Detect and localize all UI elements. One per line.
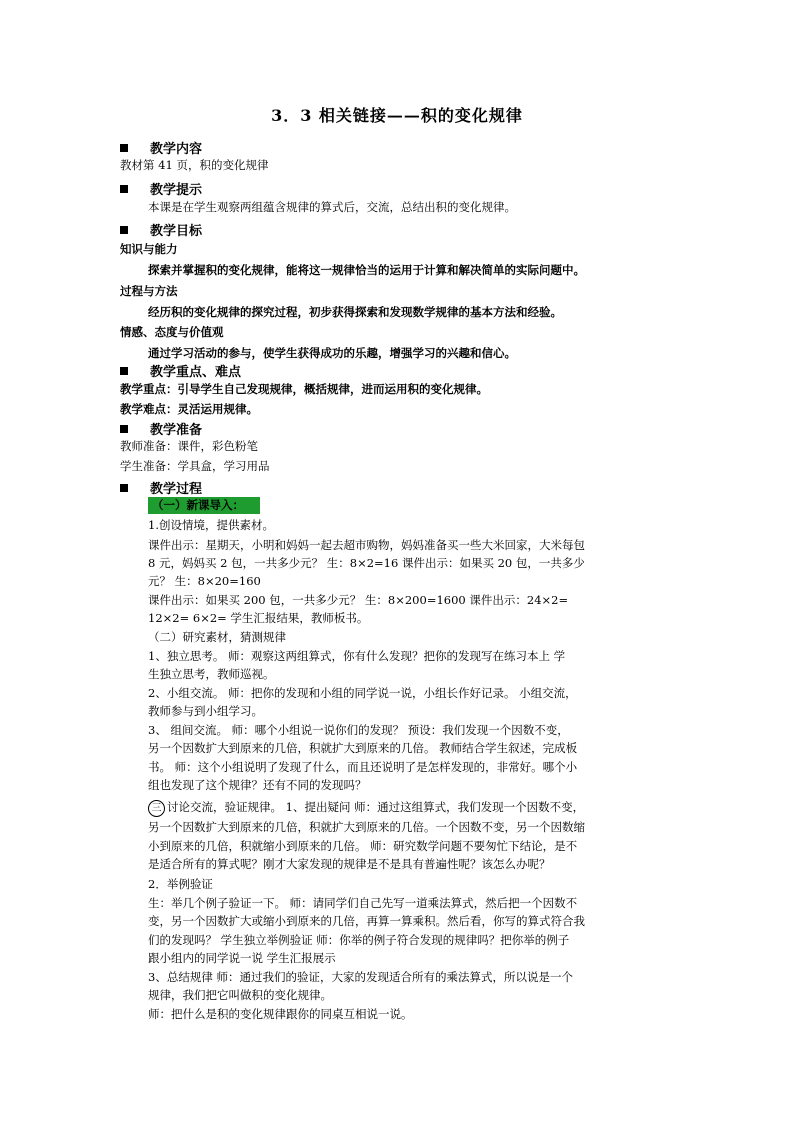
process-text: 3、 组间交流。 师：哪个小组说一说你们的发现？ 预设：我们发现一个因数不变， bbox=[148, 723, 569, 737]
section-heading-process bbox=[120, 478, 202, 497]
process-text: 书。 师：这个小组说明了发现了什么，而且还说明了是怎样发现的，非常好。哪个小 bbox=[148, 760, 578, 774]
section-heading-keypoints bbox=[120, 361, 241, 380]
process-text bbox=[148, 799, 584, 817]
content-text: 教材第 41 页，积的变化规律 bbox=[120, 158, 269, 172]
section-heading-text: 教学重点、难点 bbox=[150, 365, 242, 380]
process-text: 另一个因数扩大到原来的几倍，积就扩大到原来的几倍。 教师结合学生叙述，完成板 bbox=[148, 741, 578, 755]
process-text: 小到原来的几倍，积就缩小到原来的几倍。 师：研究数学问题不要匆忙下结论，是不 bbox=[148, 839, 578, 853]
process-text: 生：举几个例子验证一下。 师：请同学们自己先写一道乘法算式，然后把一个因数不 bbox=[148, 896, 578, 910]
keypoint-text: 教学重点：引导学生自己发现规律，概括规律，进而运用积的变化规律。 bbox=[120, 382, 488, 396]
preparation-text: 学生准备：学具盒，学习用品 bbox=[120, 459, 270, 473]
section-heading-text: 教学准备 bbox=[150, 423, 203, 438]
difficulty-text: 教学难点：灵活运用规律。 bbox=[120, 402, 258, 416]
goal-subheading: 过程与方法 bbox=[120, 284, 178, 298]
hint-text: 本课是在学生观察两组蕴含规律的算式后，交流，总结出积的变化规律。 bbox=[148, 200, 516, 214]
process-text: 教师参与到小组学习。 bbox=[148, 704, 263, 718]
section-heading-preparation bbox=[120, 419, 202, 438]
goal-subheading: 知识与能力 bbox=[120, 242, 178, 256]
process-text: 2、小组交流。 师：把你的发现和小组的同学说一说，小组长作好记录。 小组交流， bbox=[148, 686, 577, 700]
goal-subheading: 情感、态度与价值观 bbox=[120, 325, 224, 339]
process-text: 课件出示：星期天，小明和妈妈一起去超市购物，妈妈准备买一些大米回家，大米每包 bbox=[148, 538, 585, 552]
section-heading-text: 教学内容 bbox=[150, 142, 203, 157]
process-text: 1、独立思考。 师：观察这两组算式，你有什么发现？把你的发现写在练习本上 学 bbox=[148, 649, 566, 663]
goal-text: 通过学习活动的参与，使学生获得成功的乐趣，增强学习的兴趣和信心。 bbox=[148, 346, 516, 360]
square-bullet-icon bbox=[120, 484, 128, 492]
process-text: 是适合所有的算式呢？刚才大家发现的规律是不是具有普遍性呢？该怎么办呢？ bbox=[148, 857, 551, 871]
part-heading-text: （一）新课导入： bbox=[152, 498, 244, 512]
process-text: 2．举例验证 bbox=[148, 877, 213, 891]
square-bullet-icon bbox=[120, 226, 128, 234]
process-text: 课件出示：如果买 200 包，一共多少元？ 生：8×200=1600 课件出示：24×2= bbox=[148, 593, 569, 607]
square-bullet-icon bbox=[120, 425, 128, 433]
process-text: 元？ 生：8×20=160 bbox=[148, 574, 261, 588]
part-heading-text: （二）研究素材，猜测规律 bbox=[148, 630, 286, 644]
section-heading-text: 教学提示 bbox=[150, 183, 203, 198]
square-bullet-icon bbox=[120, 144, 128, 152]
process-text-segment: 讨论交流，验证规律。 1、提出疑问 师：通过这组算式，我们发现一个因数不变， bbox=[167, 800, 585, 814]
process-text: 另一个因数扩大到原来的几倍，积就扩大到原来的几倍。一个因数不变，另一个因数缩 bbox=[148, 820, 585, 834]
process-text: 12×2= 6×2= 学生汇报结果，教师板书。 bbox=[148, 611, 369, 625]
circled-number: 三 bbox=[148, 800, 165, 817]
goal-text: 探索并掌握积的变化规律，能将这一规律恰当的运用于计算和解决简单的实际问题中。 bbox=[148, 263, 585, 277]
process-text: 跟小组内的同学说一说 学生汇报展示 bbox=[148, 951, 336, 965]
section-heading-goals bbox=[120, 220, 202, 239]
process-text: 1.创设情境，提供素材。 bbox=[148, 518, 274, 532]
section-heading-content bbox=[120, 138, 202, 157]
process-text: 生独立思考，教师巡视。 bbox=[148, 667, 275, 681]
section-heading-text: 教学目标 bbox=[150, 224, 203, 239]
process-text: 组也发现了这个规律？还有不同的发现吗？ bbox=[148, 778, 367, 792]
section-heading-text: 教学过程 bbox=[150, 482, 203, 497]
process-text: 变，另一个因数扩大或缩小到原来的几倍，再算一算乘积。然后看，你写的算式符合我 bbox=[148, 914, 585, 928]
square-bullet-icon bbox=[120, 185, 128, 193]
process-text: 们的发现吗？ 学生独立举例验证 师：你举的例子符合发现的规律吗？把你举的例子 bbox=[148, 933, 570, 947]
page-title: 3．3 相关链接——积的变化规律 bbox=[271, 106, 523, 125]
process-text: 规律，我们把它叫做积的变化规律。 bbox=[148, 988, 332, 1002]
preparation-text: 教师准备：课件，彩色粉笔 bbox=[120, 439, 258, 453]
process-text: 3、总结规律 师：通过我们的验证，大家的发现适合所有的乘法算式，所以说是一个 bbox=[148, 970, 573, 984]
process-text: 8 元，妈妈买 2 包，一共多少元？ 生：8×2=16 课件出示：如果买 20 包，一共多少 bbox=[148, 556, 585, 570]
section-heading-hint bbox=[120, 179, 202, 198]
process-text: 师：把什么是积的变化规律跟你的同桌互相说一说。 bbox=[148, 1007, 413, 1021]
square-bullet-icon bbox=[120, 367, 128, 375]
goal-text: 经历积的变化规律的探究过程，初步获得探索和发现数学规律的基本方法和经验。 bbox=[148, 305, 562, 319]
highlighted-part-heading bbox=[148, 497, 260, 514]
